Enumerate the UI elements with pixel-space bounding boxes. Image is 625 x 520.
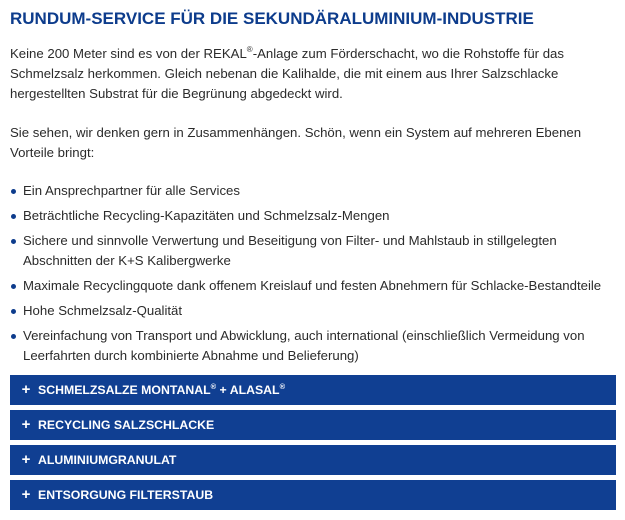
list-item-text: Vereinfachung von Transport und Abwicklung, auch international (einschließlich Vermeidung von Leerfahrten durch kombinierte Abnahme und Belieferung) (23, 328, 585, 363)
list-item-text: Ein Ansprechpartner für alle Services (23, 183, 240, 198)
bullet-icon (11, 309, 16, 314)
accordion-item-label (38, 375, 285, 405)
plus-icon: + (21, 451, 31, 468)
list-item (10, 231, 616, 271)
benefits-list (10, 181, 616, 366)
list-item (10, 301, 616, 321)
list-item-text: Hohe Schmelzsalz-Qualität (23, 303, 183, 318)
plus-icon: + (21, 416, 31, 433)
intro-text-part2: -Anlage zum Förderschacht, wo die Rohstoffe für das Schmelzsalz herkommen. Gleich nebenan die Kalihalde, die mit einem aus Ihrer Salzschlacke hergestellten Substrat für die Begrünung abgedeckt wird. (10, 46, 564, 101)
accordion-item-schmelzsalze[interactable] (10, 375, 616, 405)
list-item (10, 276, 616, 296)
registered-mark: ® (246, 45, 253, 54)
accordion-item-label: ALUMINIUMGRANULAT (38, 453, 177, 467)
list-item (10, 206, 616, 226)
bullet-icon (11, 239, 16, 244)
accordion-label-part1: SCHMELZSALZE MONTANAL (38, 383, 211, 397)
accordion-item-label: ENTSORGUNG FILTERSTAUB (38, 488, 214, 502)
list-item-text: Beträchtliche Recycling-Kapazitäten und Schmelzsalz-Mengen (23, 208, 390, 223)
benefits-intro-paragraph: Sie sehen, wir denken gern in Zusammenhängen. Schön, wenn ein System auf mehreren Ebenen Vorteile bringt: (10, 125, 582, 160)
registered-mark: ® (210, 382, 217, 391)
intro-paragraph (10, 44, 616, 104)
bullet-icon (11, 334, 16, 339)
list-item (10, 326, 616, 366)
accordion-item-aluminiumgranulat[interactable] (10, 445, 616, 475)
accordion-item-recycling-salzschlacke[interactable] (10, 410, 616, 440)
accordion-item-entsorgung-filterstaub[interactable] (10, 480, 616, 510)
intro-text-part1: Keine 200 Meter sind es von der REKAL (10, 46, 247, 61)
content-area (10, 6, 616, 515)
list-item-text: Sichere und sinnvolle Verwertung und Beseitigung von Filter- und Mahlstaub in stillgelegten Abschnitten der K+S Kalibergwerke (23, 233, 557, 268)
plus-icon: + (21, 486, 31, 503)
accordion-item-label: RECYCLING SALZSCHLACKE (38, 418, 215, 432)
plus-icon: + (21, 381, 31, 398)
registered-mark: ® (279, 382, 286, 391)
bullet-icon (11, 214, 16, 219)
page-title: RUNDUM-SERVICE FÜR DIE SEKUNDÄRALUMINIUM-INDUSTRIE (10, 9, 534, 28)
list-item-text: Maximale Recyclingquote dank offenem Kreislauf und festen Abnehmern für Schlacke-Bestandteile (23, 278, 602, 293)
accordion-label-part2: + ALASAL (216, 383, 280, 397)
bullet-icon (11, 189, 16, 194)
list-item (10, 181, 616, 201)
bullet-icon (11, 284, 16, 289)
accordion (10, 375, 616, 510)
